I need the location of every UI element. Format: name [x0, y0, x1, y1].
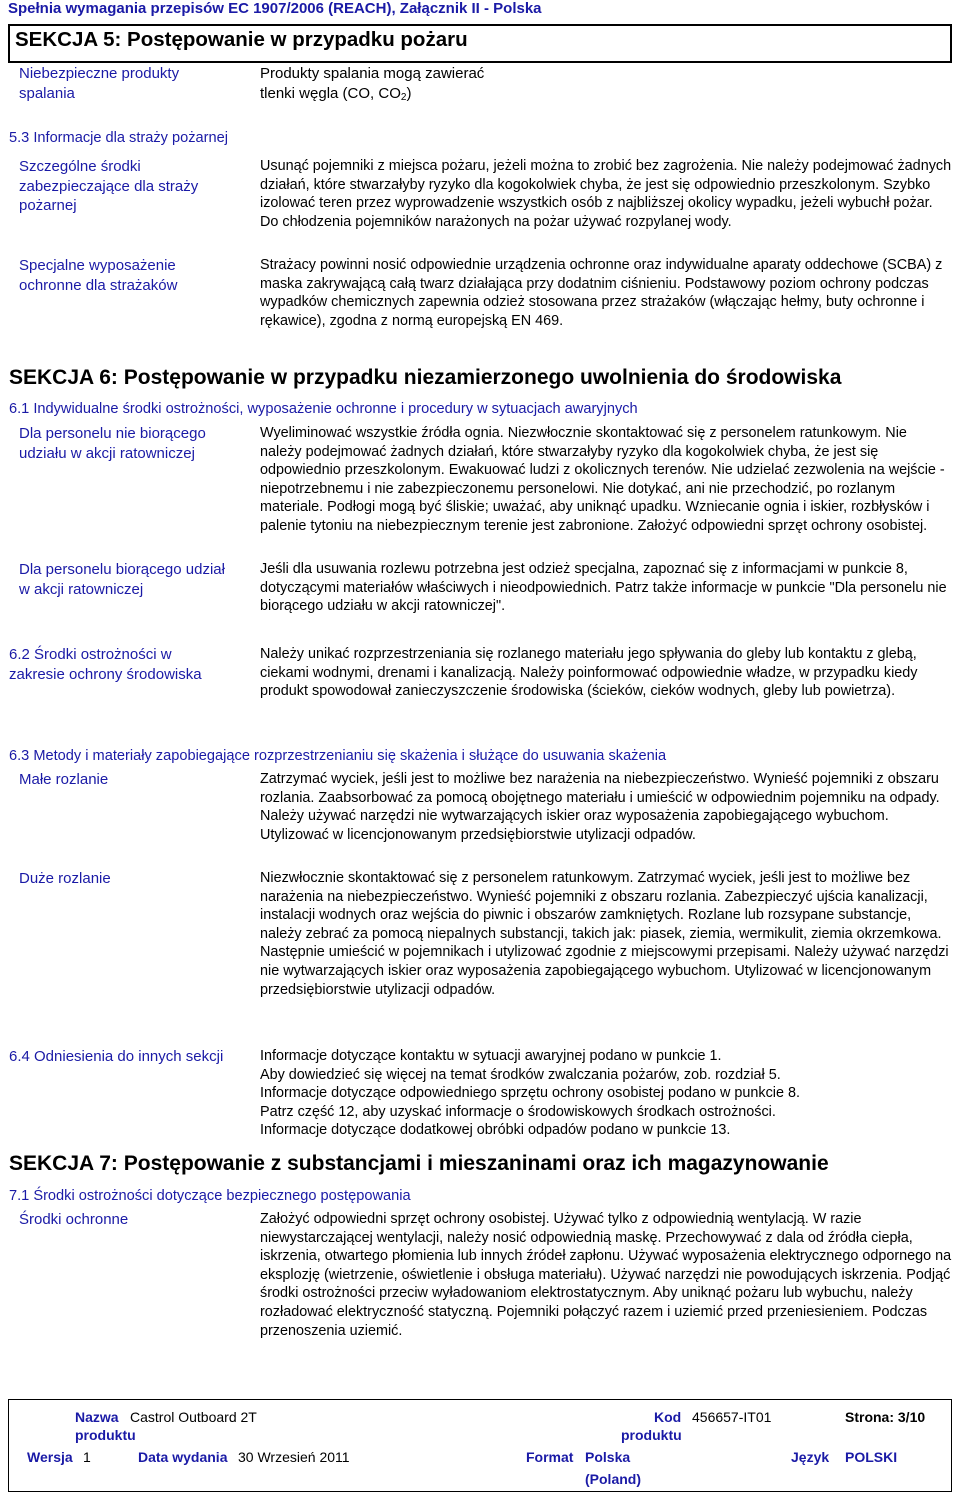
hazard-text-line2-pre: tlenki węgla (CO, CO — [260, 84, 401, 102]
special-measures-label: Szczególne środki zabezpieczające dla straży pożarnej — [19, 158, 199, 214]
document-header: Spełnia wymagania przepisów EC 1907/2006 (REACH), Załącznik II - Polska — [8, 0, 542, 17]
format-label: Format — [526, 1449, 574, 1465]
version-label: Wersja — [27, 1449, 73, 1465]
protective-measures-label: Środki ochronne — [19, 1211, 129, 1228]
document-footer — [8, 1399, 952, 1492]
section-5-title-text: SEKCJA 5: Postępowanie w przypadku pożaru — [15, 28, 468, 51]
environmental-precautions-text: Należy unikać rozprzestrzeniania się rozlanego materiału jego spływania do gleby lub kontaktu z glebą, ciekami wodnymi, drenami i kanalizacją. Należy poinformować odpowiednie władze, w przypadku kiedy produkt spowodował zanieczyszczenie środowiska (ścieków, cieków wodnych, gleby lub powietrza). — [260, 646, 918, 700]
format-value: Polska — [585, 1449, 631, 1465]
product-code-label-1: Kod — [654, 1409, 682, 1425]
subsection-6-1: 6.1 Indywidualne środki ostrożności, wyposażenie ochronne i procedury w sytuacjach awaryjnych — [9, 401, 638, 417]
product-name-label-2: produktu — [75, 1427, 136, 1443]
product-code-value: 456657-IT01 — [692, 1409, 772, 1425]
product-name-label-1: Nazwa — [75, 1409, 119, 1425]
reference-line: Informacje dotyczące odpowiedniego sprzętu ochrony osobistej podano w punkcie 8. — [260, 1085, 800, 1102]
hazard-products-text — [260, 64, 952, 107]
hazard-products-label: Niebezpieczne produkty spalania — [19, 65, 180, 102]
large-spill-text: Niezwłocznie skontaktować się z personelem ratunkowym. Zatrzymać wyciek, jeśli jest to możliwe bez narażenia na niebezpieczeństwo. Wynieść pojemniki z obszaru rozlania. Zabezpieczyć ujścia kanalizacji, instalacji wodnych oraz wejścia do piwnic i obszarów zamkniętych. Rozlane lub rozsypane substancje, należy zebrać za pomocą niepalnych substancji, takich jak: piasek, ziemia, wermikulit, ziemia okrzemkowa. Następnie umieścić w pojemnikach i utylizować zgodnie z miejscowymi przepisami. Należy używać narzędzi nie wytwarzających iskier oraz wyposażenia zapobiegającego wybuchom. Utylizować w licencjonowanym przedsiębiorstwie utylizacji odpadów. — [260, 870, 949, 998]
non-emergency-text: Wyeliminować wszystkie źródła ognia. Niezwłocznie skontaktować się z personelem ratunkowym. Nie należy podejmować żadnych działań, które stwarzałyby ryzyko dla kogokolwiek chyba, że jest się odpowiednio przeszkolonym. Ewakuować ludzi z okolicznych terenów. Nie udzielać zezwolenia na wejście - niepotrzebnemu i nie zabezpieczonemu personelowi. Nie dotykać, ani nie przechodzić, po rozlanym materiale. Podłogi mogą być śliskie; uważać, aby uniknąć upadku. Wzniecanie ognia i iskier, rozbłysków i palenie tytoniu na niebezpiecznym terenie jest zabronione. Założyć odpowiedni sprzęt ochrony osobistej. — [260, 425, 945, 534]
format-value-country: (Poland) — [585, 1471, 641, 1487]
reference-line: Patrz część 12, aby uzyskać informacje o środowiskowych środkach ostrożności. — [260, 1103, 776, 1120]
product-name-value: Castrol Outboard 2T — [130, 1409, 257, 1425]
small-spill-label: Małe rozlanie — [19, 771, 109, 788]
protective-measures-text: Założyć odpowiedni sprzęt ochrony osobistej. Używać tylko z odpowiednią wentylacją. W razie niewystarczającej wentylacji, należy nosić odpowiednią maskę. Przechowywać z dala od źródła ciepła, iskrzenia, otwartego płomienia lub innych źródeł zapłonu. Używać wyposażenia elektrycznego odpornego na eksplozję (wietrzenie, oświetlenie i obsługa materiału). Używać narzędzi nie powodujących iskrzenia. Podjąć środki ostrożności przeciw wyładowaniom elektrostatycznym. Aby uniknąć pożaru lub wybuchu, należy rozładować elektryczność statyczną. Pojemniki połączyć razem i uziemić przed przeniesieniem. Podczas przenoszenia uziemić. — [260, 1211, 952, 1339]
reference-line: Informacje dotyczące kontaktu w sytuacji awaryjnej podano w punkcie 1. — [260, 1048, 722, 1064]
small-spill-text: Zatrzymać wyciek, jeśli jest to możliwe bez narażenia na niebezpieczeństwo. Wynieść pojemniki z obszaru rozlania. Zaabsorbować za pomocą obojętnego materiału i umieścić w odpowiednim pojemniku na odpady. Należy używać narzędzi nie wytwarzających iskier oraz wyposażenia zapobiegającego wybuchom. Utylizować w licencjonowanym przedsiębiorstwie utylizacji odpadów. — [260, 771, 940, 843]
page-number: Strona: 3/10 — [845, 1409, 926, 1425]
section-7-title: SEKCJA 7: Postępowanie z substancjami i mieszaninami oraz ich magazynowanie — [9, 1152, 829, 1175]
subsection-7-1: 7.1 Środki ostrożności dotyczące bezpiecznego postępowania — [9, 1188, 411, 1204]
section-5-title — [8, 24, 952, 63]
special-measures-text: Usunąć pojemniki z miejsca pożaru, jeżeli można to zrobić bez zagrożenia. Nie należy podejmować żadnych działań, które stwarzałyby ryzyko dla kogokolwiek chyba, że jest się odpowiednio przeszkolonym. Szybko izolować teren przez wyprowadzenie wszystkich osób z najbliższej okolicy wypadku, jeżeli wybuchł pożar. Do chłodzenia pojemników narażonych na pożar używać rozpylanej wody. — [260, 158, 952, 230]
other-sections-text — [260, 1047, 952, 1140]
non-emergency-label: Dla personelu nie biorącego udziału w akcji ratowniczej — [19, 425, 206, 462]
hazard-text-line1: Produkty spalania mogą zawierać — [260, 65, 485, 82]
language-label: Język — [791, 1449, 830, 1465]
hazard-text-subscript: 2 — [400, 91, 407, 103]
reference-line: Aby dowiedzieć się więcej na temat środków zwalczania pożarów, zob. rozdział 5. — [260, 1066, 781, 1083]
issue-date-label: Data wydania — [138, 1449, 228, 1465]
protective-equipment-text: Strażacy powinni nosić odpowiednie urządzenia ochronne oraz indywidualne aparaty oddechowe (SCBA) z maska zakrywającą całą twarz działająca przy dodatnim ciśnieniu. Podstawowy poziom ochrony podczas wypadków chemicznych zapewnia odzież stosowana przez strażaków (włączając hełmy, buty ochronne i rękawice), zgodna z normą europejską EN 469. — [260, 257, 943, 329]
emergency-responders-label: Dla personelu biorącego udział w akcji ratowniczej — [19, 561, 225, 598]
environmental-precautions-label: 6.2 Środki ostrożności w zakresie ochrony środowiska — [9, 646, 202, 683]
version-value: 1 — [83, 1449, 91, 1465]
other-sections-label: 6.4 Odniesienia do innych sekcji — [9, 1048, 224, 1065]
hazard-text-line2-post: ) — [406, 84, 412, 102]
large-spill-label: Duże rozlanie — [19, 870, 111, 887]
emergency-responders-text: Jeśli dla usuwania rozlewu potrzebna jest odzież specjalna, zapoznać się z informacjami w punkcie 8, dotyczącymi materiałów właściwych i nieodpowiednich. Patrz także informacje w punkcie "Dla personelu nie biorącego udziału w akcji ratowniczej". — [260, 561, 947, 615]
issue-date-value: 30 Wrzesień 2011 — [238, 1449, 350, 1465]
subsection-5-3: 5.3 Informacje dla straży pożarnej — [9, 130, 229, 146]
product-code-label-2: produktu — [621, 1427, 682, 1443]
protective-equipment-label: Specjalne wyposażenie ochronne dla strażaków — [19, 257, 178, 294]
section-6-title: SEKCJA 6: Postępowanie w przypadku niezamierzonego uwolnienia do środowiska — [9, 366, 842, 389]
subsection-6-3: 6.3 Metody i materiały zapobiegające rozprzestrzenianiu się skażenia i służące do usuwania skażenia — [9, 748, 667, 764]
hazard-text-line2 — [260, 84, 952, 108]
reference-line: Informacje dotyczące dodatkowej obróbki odpadów podano w punkcie 13. — [260, 1122, 731, 1139]
language-value: POLSKI — [845, 1449, 898, 1465]
